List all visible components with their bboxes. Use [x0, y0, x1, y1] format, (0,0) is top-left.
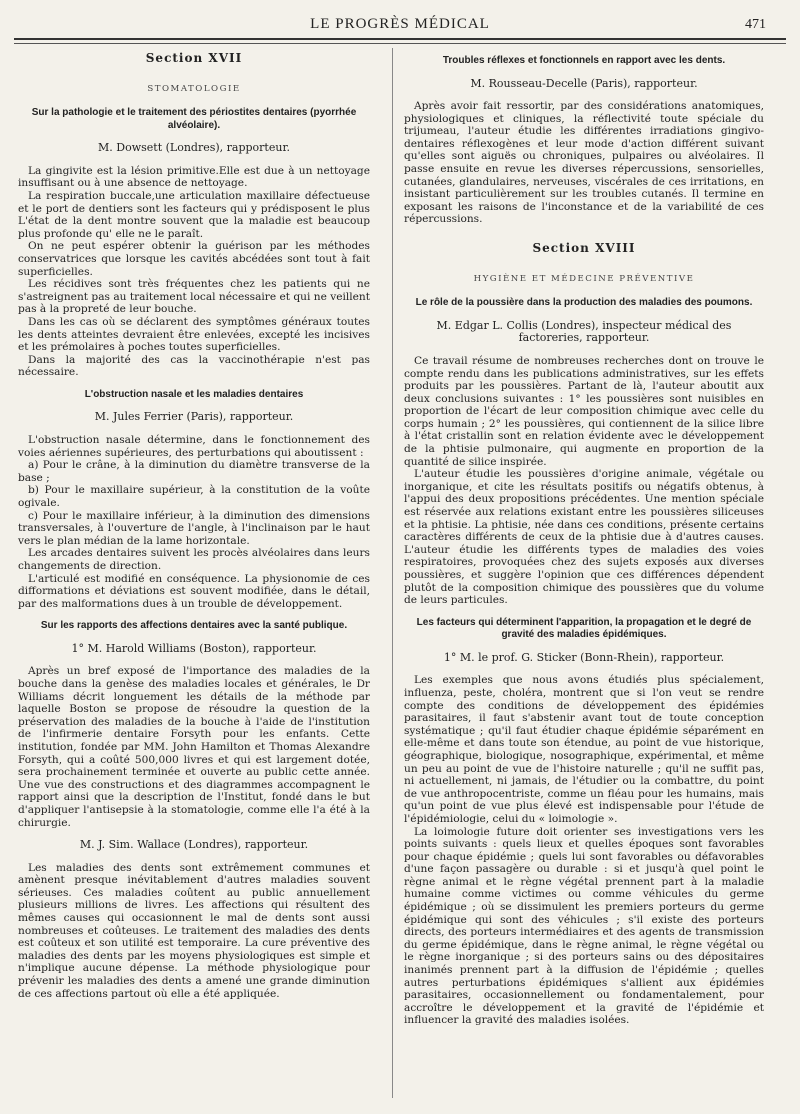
paragraph: La loimologie future doit orienter ses investigations vers les points suivants : quels lieux et quelles époques sont favorables pour chaque épidémie ; quels lui sont favorables ou défavorables d'une façon passagère ou durable : si et jusqu'à quel point le règne animal et le règne végétal prennent part à la maladie humaine comme victimes ou comme véhicules du germe épidémique ; où se dissimulent les premiers porteurs du germe épidémique qui sont des véhicules ; s'il existe des porteurs directs, des porteurs intermédiaires et des agents de transmission du germe épidémique, dans le règne animal, le règne végétal ou le règne inorganique ; si des porteurs sains ou des dépositaires inanimés prennent part à la diffusion de l'épidémie ; quelles autres perturbations épidémiques s'allient aux épidémies parasitaires, occasionnellement ou fondamentalement, pour accroître le développement et la gravité de l'épidémie et influencer la gravité des maladies isolées. — [404, 825, 764, 1027]
section-title: Section XVIII — [532, 241, 636, 256]
paragraph: Les récidives sont très fréquentes chez les patients qui ne s'astreignent pas au traitement local nécessaire et qui ne veillent pas à la propreté de leur bouche. — [18, 278, 370, 316]
rapporteur-line: M. Jules Ferrier (Paris), rapporteur. — [94, 410, 294, 424]
column-divider — [392, 48, 393, 1098]
article-heading: L'obstruction nasale et les maladies dentaires — [84, 388, 304, 400]
rapporteur-line: M. Rousseau-Decelle (Paris), rapporteur. — [470, 76, 698, 90]
section-title: Section XVII — [145, 51, 243, 65]
rapporteur-line: M. Edgar L. Collis (Londres), inspecteur médical des factoreries, rapporteur. — [436, 318, 732, 345]
section-subtitle: HYGIÈNE ET MÉDECINE PRÉVENTIVE — [473, 273, 695, 284]
left-column — [18, 52, 370, 1000]
paragraph: Dans les cas où se déclarent des symptômes généraux toutes les dents atteintes devraient être enlevées, excepté les incisives et les prémolaires à poches toutes superficielles. — [18, 315, 370, 354]
paragraph: Après avoir fait ressortir, par des considérations anatomiques, physiologiques et cliniques, la réflectivité toute spéciale du trijumeau, l'auteur étudie les différentes irradiations gingivo-dentaires réflexogènes et leur mode d'action différent suivant qu'elles sont aiguës ou chroniques, pulpaires ou alvéolaires. Il passe ensuite en revue les diverses répercussions, sensorielles, cutanées, glandulaires, nerveuses, viscérales de ces irritations, en insistant particulièrement sur les troubles cutanés. Il termine en exposant les raisons de l'inconstance et de la variabilité de ces répercussions. — [404, 100, 764, 226]
paragraph: L'auteur étudie les poussières d'origine animale, végétale ou inorganique, et cite les résultats positifs ou négatifs obtenus, à l'appui des deux propositions précédentes. Une mention spéciale est réservée aux relations existant entre les poussières siliceuses et la phtisie. La phtisie, née dans ces conditions, présente certains caractères différents de ceux de la phtisie due à d'autres causes. L'auteur étudie les différents types de maladies des voies respiratoires, provoquées chez des sujets exposés aux diverses poussières, et suggère l'opinion que ces différences dépendent plutôt de la composition chimique des poussières que du volume de leurs particules. — [404, 468, 764, 607]
section-subtitle: STOMATOLOGIE — [147, 83, 241, 94]
paragraph: La respiration buccale,une articulation maxillaire défectueuse et le port de dentiers sont les facteurs qui y prédisposent le plus L'état de la dent montre souvent que la maladie est beaucoup plus profonde qu' elle ne le paraît. — [18, 189, 370, 240]
article-heading: Le rôle de la poussière dans la production des maladies des poumons. — [415, 297, 753, 309]
paragraph: Les exemples que nous avons étudiés plus spécialement, influenza, peste, choléra, montrent que si l'on veut se rendre compte des conditions de développement des épidémies parasitaires, il faut s'abstenir avant tout de toute conception systématique ; qu'il faut étudier chaque épidémie séparément en elle-même et dans toute son étendue, au point de vue historique, géographique, biologique, nosographique, expérimental, et même un peu au point de vue de l'histoire naturelle ; qu'il ne suffit pas, ni actuellement, ni jamais, de l'étudier ou la combattre, du point de vue anthropocentriste, comme un fléau pour les humains, mais qu'un point de vue plus élevé est indispensable pour l'étude de l'épidémiologie, celui du « loimologie ». — [404, 674, 764, 825]
paragraph: Les arcades dentaires suivent les procès alvéolaires dans leurs changements de direction. — [18, 547, 370, 572]
header-rule — [14, 38, 786, 44]
article-heading: Les facteurs qui déterminent l'apparition, la propagation et le degré de gravité des maladies épidémiques. — [416, 616, 752, 641]
rapporteur-line: M. Dowsett (Londres), rapporteur. — [98, 141, 290, 155]
paragraph: La gingivite est la lésion primitive.Elle est due à un nettoyage insuffisant ou à une absence de nettoyage. — [18, 164, 370, 190]
paragraph: Les maladies des dents sont extrêmement communes et amènent presque inévitablement d'autres maladies souvent sérieuses. Ces maladies coûtent au public annuellement plusieurs millions de livres. Les affections qui résultent des mêmes causes qui occasionnent le mal de dents sont aussi nombreuses et coûteuses. Le traitement des maladies des dents est coûteux et son utilité est temporaire. La cure préventive des maladies des dents par les moyens physiologiques est simple et n'implique aucune dépense. La méthode physiologique pour prévenir les maladies des dents a amené une grande diminution de ces affections partout où elle a été appliquée. — [18, 861, 370, 1000]
article-heading: Sur les rapports des affections dentaires avec la santé publique. — [40, 620, 348, 632]
paragraph: b) Pour le maxillaire supérieur, à la constitution de la voûte ogivale. — [18, 484, 370, 509]
paragraph: Après un bref exposé de l'importance des maladies de la bouche dans la genèse des maladies locales et générales, le Dr Williams décrit longuement les détails de la méthode par laquelle Boston se propose de résoudre la question de la préservation des maladies de la bouche à l'aide de l'institution de l'infirmerie dentaire Forsyth pour les enfants. Cette institution, fondée par MM. John Hamilton et Thomas Alexandre Forsyth, qui a coûté 500,000 livres et qui est largement dotée, sera prochainement terminée et ouverte au public cette année. Une vue des constructions et des diagrammes accompagnent le rapport ainsi que la description de l'Institut, fondé dans le but d'appliquer l'antisepsie à la stomatologie, comme elle l'a été à la chirurgie. — [18, 665, 370, 829]
paragraph: a) Pour le crâne, à la diminution du diamètre transverse de la base ; — [18, 459, 370, 484]
rapporteur-line: 1° M. le prof. G. Sticker (Bonn-Rhein), rapporteur. — [443, 650, 725, 664]
journal-title: LE PROGRÈS MÉDICAL — [310, 16, 490, 32]
rapporteur-line: M. J. Sim. Wallace (Londres), rapporteur. — [79, 838, 309, 852]
right-column — [404, 55, 764, 1027]
paragraph: Dans la majorité des cas la vaccinothérapie n'est pas nécessaire. — [18, 353, 370, 379]
paragraph: On ne peut espérer obtenir la guérison par les méthodes conservatrices que lorsque les cavités abcédées sont tout à fait superficielles. — [18, 240, 370, 278]
article-heading: Troubles réflexes et fonctionnels en rapport avec les dents. — [442, 55, 726, 66]
paragraph: L'articulé est modifié en conséquence. La physionomie de ces difformations et déviations est souvent modifiée, dans le détail, par des malformations dues à un trouble de développement. — [18, 572, 370, 610]
paragraph: L'obstruction nasale détermine, dans le fonctionnement des voies aériennes supérieures, des perturbations qui aboutissent : — [18, 433, 370, 459]
paragraph: c) Pour le maxillaire inférieur, à la diminution des dimensions transversales, à l'ouverture de l'angle, à l'inclinaison par le haut vers le plan médian de la lame horizontale. — [18, 509, 370, 547]
article-heading: Sur la pathologie et le traitement des périostites dentaires (pyorrhée alvéolaire). — [31, 107, 357, 131]
paragraph: Ce travail résume de nombreuses recherches dont on trouve le compte rendu dans les publications administratives, sur les effets produits par les poussières. Partant de là, l'auteur aboutit aux deux conclusions suivantes : 1° les poussières sont nuisibles en proportion de l'écart de leur composition chimique avec celle du corps humain ; 2° les poussières, qui contiennent de la silice libre à l'état cristallin sont en relation évidente avec le développement de la phtisie pulmonaire, qui augmente en proportion de la quantité de silice inspirée. — [404, 354, 764, 468]
page-number: 471 — [745, 17, 766, 32]
rapporteur-line: 1° M. Harold Williams (Boston), rapporteur. — [71, 641, 317, 655]
page-header — [14, 14, 786, 36]
